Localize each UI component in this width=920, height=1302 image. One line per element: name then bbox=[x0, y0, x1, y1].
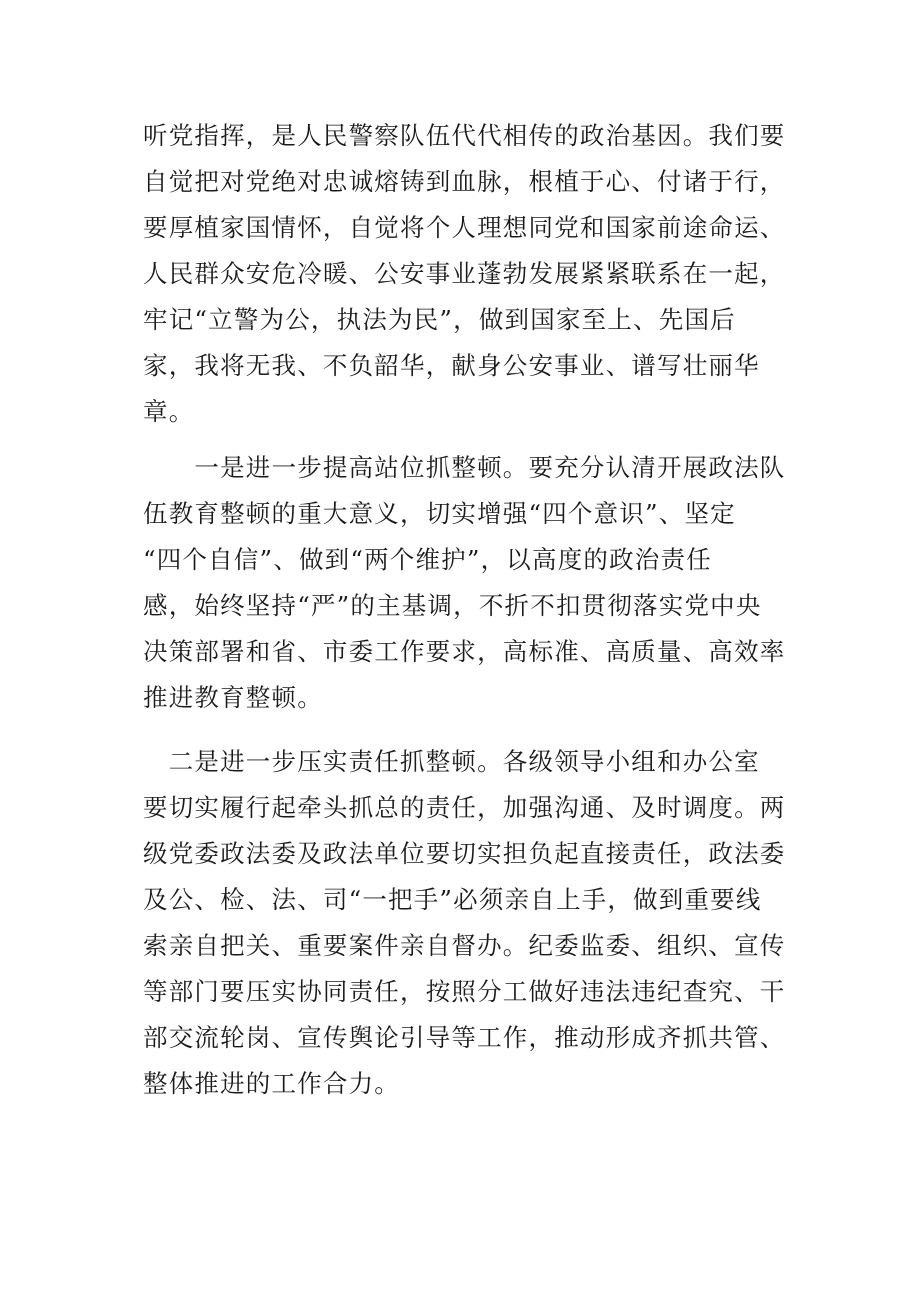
text-line: 感，始终坚持“严”的主基调，不折不扣贯彻落实党中央 bbox=[143, 591, 762, 620]
text-line: 部交流轮岗、宣传舆论引导等工作，推动形成齐抓共管、 bbox=[143, 1023, 786, 1052]
text-line: 决策部署和省、市委工作要求，高标准、高质量、高效率 bbox=[143, 637, 786, 666]
text-line: “四个自信”、做到“两个维护”，以高度的政治责任 bbox=[143, 545, 712, 574]
text-line: 索亲自把关、重要案件亲自督办。纪委监委、组织、宣传 bbox=[143, 931, 786, 960]
text-line: 要厚植家国情怀，自觉将个人理想同党和国家前途命运、 bbox=[143, 213, 786, 242]
text-line: 等部门要压实协同责任，按照分工做好违法违纪查究、干 bbox=[143, 977, 786, 1006]
text-line: 牢记“立警为公，执法为民”，做到国家至上、先国后 bbox=[143, 305, 736, 334]
text-line: 二是进一步压实责任抓整顿。各级领导小组和办公室 bbox=[143, 747, 760, 776]
text-line: 伍教育整顿的重大意义，切实增强“四个意识”、坚定 bbox=[143, 499, 736, 528]
text-line: 家，我将无我、不负韶华，献身公安事业、谱写壮丽华 bbox=[143, 351, 760, 380]
text-line: 整体推进的工作合力。 bbox=[143, 1069, 400, 1098]
text-line: 及公、检、法、司“一把手”必须亲自上手，做到重要线 bbox=[143, 885, 762, 914]
text-line: 章。 bbox=[143, 397, 195, 426]
text-line: 推进教育整顿。 bbox=[143, 683, 323, 712]
text-line: 听党指挥，是人民警察队伍代代相传的政治基因。我们要 bbox=[143, 121, 786, 150]
text-line: 要切实履行起牵头抓总的责任，加强沟通、及时调度。两 bbox=[143, 793, 786, 822]
text-line: 级党委政法委及政法单位要切实担负起直接责任，政法委 bbox=[143, 839, 786, 868]
text-line: 自觉把对党绝对忠诚熔铸到血脉，根植于心、付诸于行， bbox=[143, 167, 786, 196]
text-line: 人民群众安危冷暖、公安事业蓬勃发展紧紧联系在一起， bbox=[143, 259, 786, 288]
text-line: 一是进一步提高站位抓整顿。要充分认清开展政法队 bbox=[143, 453, 786, 482]
